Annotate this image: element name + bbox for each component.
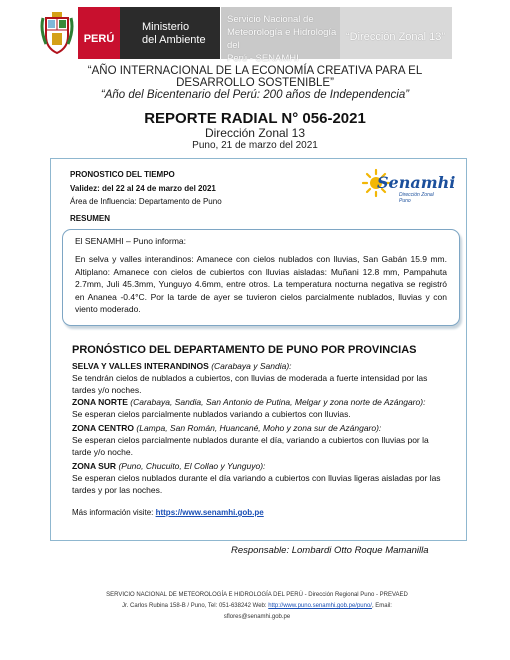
- logo-wordmark: Senamhi: [377, 173, 456, 192]
- footer-line-1: SERVICIO NACIONAL DE METEOROLOGÍA E HIDROLOGÍA DEL PERÚ - Dirección Regional Puno - PREVAED: [106, 592, 408, 598]
- summary-box: [62, 229, 460, 326]
- footer-web-link[interactable]: http://www.puno.senamhi.gob.pe/puno/: [268, 603, 372, 609]
- report-place-date: Puno, 21 de marzo del 2021: [192, 140, 318, 151]
- footer-line-2: Jr. Carlos Rubina 158-B / Puno, Tel: 051-638242 Web: http://www.puno.senamhi.gob.pe/puno/, Email:: [122, 603, 392, 609]
- service-label: Servicio Nacional de Meteorología e Hidrología del Perú - SENAMHI: [220, 7, 340, 59]
- zone-label: “Dirección Zonal 13”: [340, 7, 452, 59]
- zone-selva: SELVA Y VALLES INTERANDINOS (Carabaya y Sandia): Se tendrán cielos de nublados a cubiertos, con lluvias de moderada a fuerte intensidad por las tardes y/o noches.: [72, 361, 428, 395]
- footer-email[interactable]: sflores@senamhi.gob.pe: [223, 614, 291, 620]
- forecast-section-title: PRONÓSTICO DEL DEPARTAMENTO DE PUNO POR PROVINCIAS: [72, 344, 417, 356]
- summary-heading: RESUMEN: [70, 214, 111, 223]
- senamhi-website-link[interactable]: https://www.senamhi.gob.pe: [155, 508, 264, 517]
- zone-centro: ZONA CENTRO (Lampa, San Román, Huancané, Moho y zona sur de Azángaro): Se esperan cielos parcialmente nublados durante el día, variando a cubiertos con lluvias por la tarde y/o noche.: [72, 423, 429, 457]
- report-subtitle: Dirección Zonal 13: [204, 126, 306, 140]
- year-motto-line-1: “AÑO INTERNACIONAL DE LA ECONOMÍA CREATIVA PARA EL: [87, 65, 423, 77]
- more-info: [72, 507, 448, 519]
- area-text: Área de Influencia: Departamento de Puno: [70, 197, 222, 206]
- peru-label: PERÚ: [78, 7, 120, 59]
- validity-text: Validez: del 22 al 24 de marzo del 2021: [70, 184, 216, 193]
- responsible-person: Responsable: Lombardi Otto Roque Mamanilla: [231, 545, 429, 556]
- bicentennial-motto: “Año del Bicentenario del Perú: 200 años de Independencia”: [100, 89, 410, 101]
- summary-intro: El SENAMHI – Puno informa:: [75, 236, 187, 246]
- report-title: REPORTE RADIAL N° 056-2021: [144, 110, 366, 127]
- summary-text: En selva y valles interandinos: Amanece con cielos nublados con lluvias, San Gabán 15.9 mm. Altiplano: Amanece con cielos de cubiertos con lluvias aisladas: Muñani 12.8 mm, Pampahuta 2.7mm, Juli 45.3mm, Yunguyo 4.6mm, entre otros. La temperatura nocturna negativa se registró en Ananea -0.4°C. Por la tarde de ayer se tuvieron cielos parcialmente nublados, lluvias y con viento moderado.: [75, 254, 447, 314]
- page-footer: [72, 590, 442, 623]
- zone-sur: ZONA SUR (Puno, Chucuito, El Collao y Yunguyo): Se esperan cielos nublados durante el día variando a cubiertos con lluvias ligeras aisladas por las tardes y por las noches.: [72, 461, 441, 495]
- peru-coat-of-arms-icon: [36, 7, 78, 59]
- forecast-heading: PRONOSTICO DEL TIEMPO: [70, 170, 175, 179]
- government-header: [36, 7, 466, 64]
- ministry-label: Ministerio del Ambiente: [120, 7, 220, 59]
- more-info-label: Más información visite:: [72, 508, 154, 517]
- year-motto-line-2: DESARROLLO SOSTENIBLE”: [176, 77, 334, 89]
- logo-subtitle: Dirección Zonal Puno: [399, 192, 434, 204]
- senamhi-logo: [361, 168, 456, 204]
- zone-norte: ZONA NORTE (Carabaya, Sandia, San Antonio de Putina, Melgar y zona norte de Azángaro): Se esperan cielos parcialmente nublados variando a cubiertos con lluvias.: [72, 397, 426, 419]
